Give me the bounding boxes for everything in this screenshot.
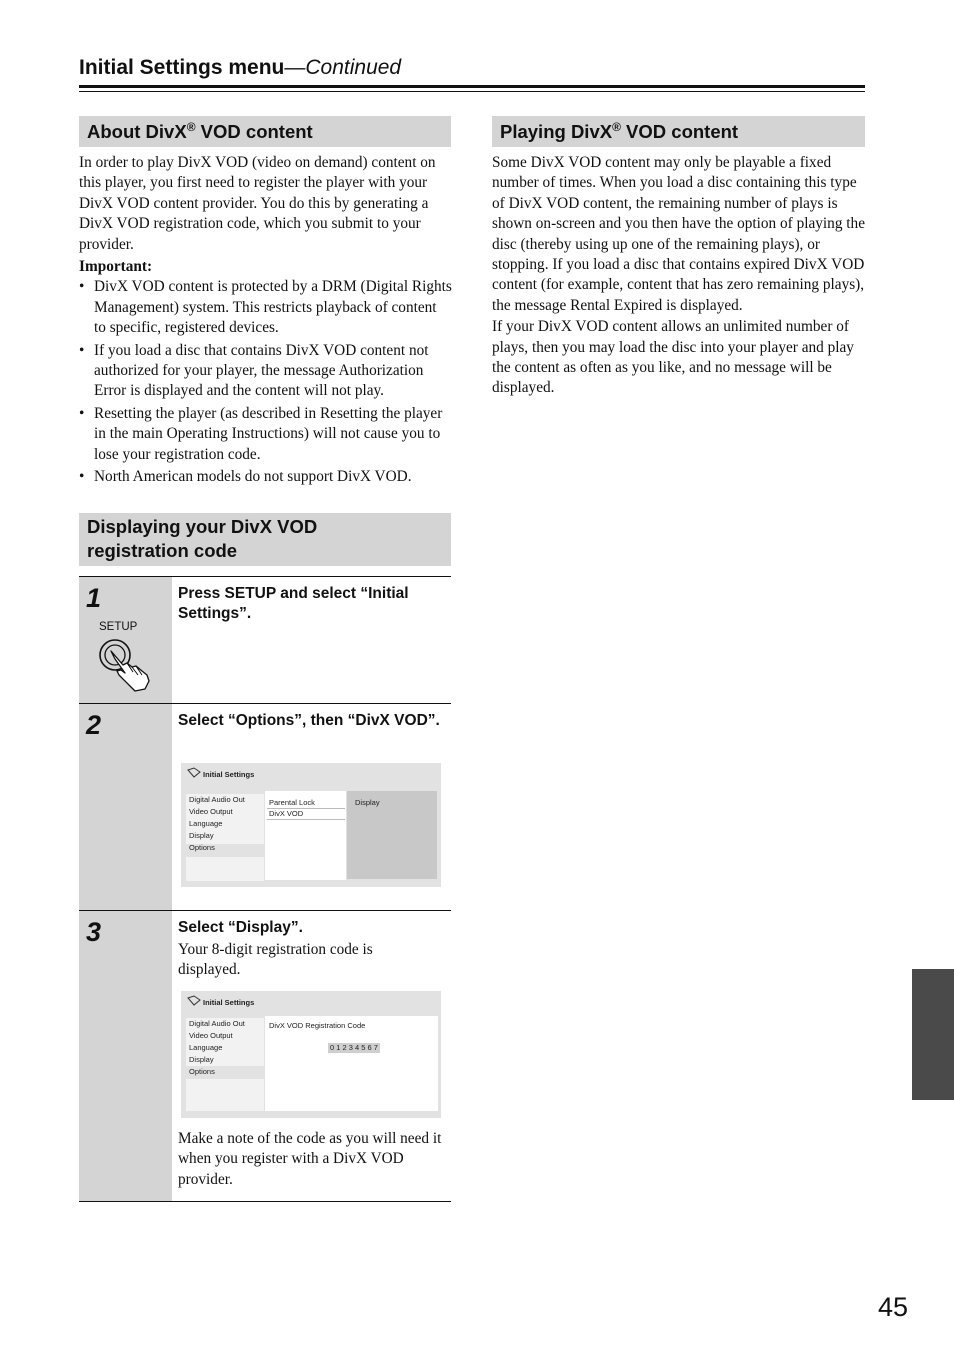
step-3-title: Select “Display”.: [178, 919, 303, 936]
osd-submenu-selected-label: DivX VOD: [269, 809, 304, 818]
step-2: [79, 703, 451, 910]
page-header: [79, 56, 401, 80]
osd-initial-settings-divx-vod: [181, 763, 441, 887]
osd-menu-item: Digital Audio Out: [189, 795, 245, 804]
step-1-title: Press SETUP and select “Initial Settings”.: [178, 585, 409, 622]
registration-code-value: 0 1 2 3 4 5 6 7: [330, 1043, 378, 1052]
playing-divx-body: [492, 153, 865, 399]
important-bullets: [79, 277, 452, 487]
osd-main-menu: [186, 794, 264, 852]
about-divx-heading: [79, 116, 451, 147]
osd-menu-item: Video Output: [189, 807, 233, 816]
osd-submenu-item: Parental Lock: [269, 798, 315, 807]
osd-menu-item: Language: [189, 1043, 223, 1052]
playing-paragraph-2: If your DivX VOD content allows an unlimited number of plays, then you may load the disc into your player and play the content as often as you like, and no message will be displayed.: [492, 318, 854, 397]
osd-submenu: [265, 791, 346, 880]
osd-display-panel: [347, 791, 437, 879]
osd-title: Initial Settings: [203, 770, 255, 779]
displaying-code-heading: Displaying your DivX VOD registration code: [79, 513, 451, 566]
osd-registration-panel: [265, 1016, 438, 1111]
step-2-content: [178, 704, 451, 731]
registration-code-label: DivX VOD Registration Code: [269, 1021, 366, 1030]
step-1-content: [178, 577, 451, 624]
osd-menu-item: Digital Audio Out: [189, 1019, 245, 1028]
osd-main-menu: [186, 1018, 264, 1076]
step-3-content: [178, 911, 451, 981]
bullet-item: • DivX VOD content is protected by a DRM (Digital Rights Management) system. This restricts playback of content to specific, registered devices.: [79, 277, 452, 338]
steps-table: [79, 576, 451, 1202]
step-1-sidebar: [79, 577, 172, 703]
osd-menu-item: Display: [189, 831, 214, 840]
page-number: 45: [878, 1292, 909, 1322]
header-rule-thin: [79, 91, 865, 92]
step-3: [79, 910, 451, 1202]
about-heading-post: VOD content: [195, 121, 313, 143]
setup-button-label: SETUP: [99, 621, 138, 633]
about-intro: In order to play DivX VOD (video on demand) content on this player, you first need to register the player with your DivX VOD content provider. You do this by generating a DivX VOD registration code, which you submit to your provider.: [79, 154, 436, 253]
setup-button-press-icon: [97, 637, 157, 693]
osd-submenu-item-selected: [267, 808, 345, 820]
step-3-text: Your 8-digit registration code is displayed.: [178, 941, 373, 979]
about-heading-reg: ®: [186, 120, 196, 134]
header-title: Initial Settings menu: [79, 56, 285, 79]
osd-menu-item: Language: [189, 819, 223, 828]
osd-menu-item: Options: [189, 843, 215, 852]
important-label: Important:: [79, 258, 153, 276]
step-2-number: 2: [86, 710, 102, 740]
header-continued: —Continued: [284, 56, 402, 79]
playing-heading-pre: Playing DivX: [500, 121, 613, 143]
header-rule-thick: [79, 85, 865, 88]
playing-heading-post: VOD content: [620, 121, 739, 143]
osd-menu-blank: [186, 857, 264, 881]
bullet-item: • North American models do not support DivX VOD.: [79, 467, 452, 487]
about-heading-pre: About DivX: [87, 121, 187, 143]
step-3-number: 3: [86, 917, 102, 947]
step-3-sidebar: [79, 911, 172, 1201]
osd-menu-item: Video Output: [189, 1031, 233, 1040]
osd-menu-blank: [186, 1079, 264, 1111]
bullet-item: • If you load a disc that contains DivX VOD content not authorized for your player, the message Authorization Error is displayed and the content will not play.: [79, 341, 452, 402]
playing-paragraph-1: Some DivX VOD content may only be playable a fixed number of times. When you load a disc containing this type of DivX VOD content, the remaining number of plays is shown on-screen and you then have the option of playing the disc (thereby using up one of the remaining plays), or stopping. If you load a disc that contains expired DivX VOD content (for example, content that has zero remaining plays), the message Rental Expired is displayed.: [492, 154, 865, 314]
about-divx-body: [79, 153, 452, 490]
disc-icon: [187, 995, 201, 1006]
playing-divx-heading: [492, 116, 865, 147]
bullet-item: • Resetting the player (as described in Resetting the player in the main Operating Instructions) will not cause you to lose your registration code.: [79, 404, 452, 465]
osd-menu-item: Display: [189, 1055, 214, 1064]
step-1: [79, 576, 451, 703]
step-2-sidebar: [79, 704, 172, 910]
osd-menu-item: Options: [189, 1067, 215, 1076]
step-2-title: Select “Options”, then “DivX VOD”.: [178, 712, 440, 729]
step-1-number: 1: [86, 583, 102, 613]
osd-title: Initial Settings: [203, 998, 255, 1007]
osd-display-label: Display: [355, 798, 380, 807]
section-side-tab: [912, 969, 954, 1100]
playing-heading-reg: ®: [612, 120, 621, 134]
step-3-note: Make a note of the code as you will need it when you register with a DivX VOD provider.: [178, 1130, 442, 1188]
osd-divx-registration-code: [181, 991, 441, 1118]
disc-icon: [187, 767, 201, 778]
